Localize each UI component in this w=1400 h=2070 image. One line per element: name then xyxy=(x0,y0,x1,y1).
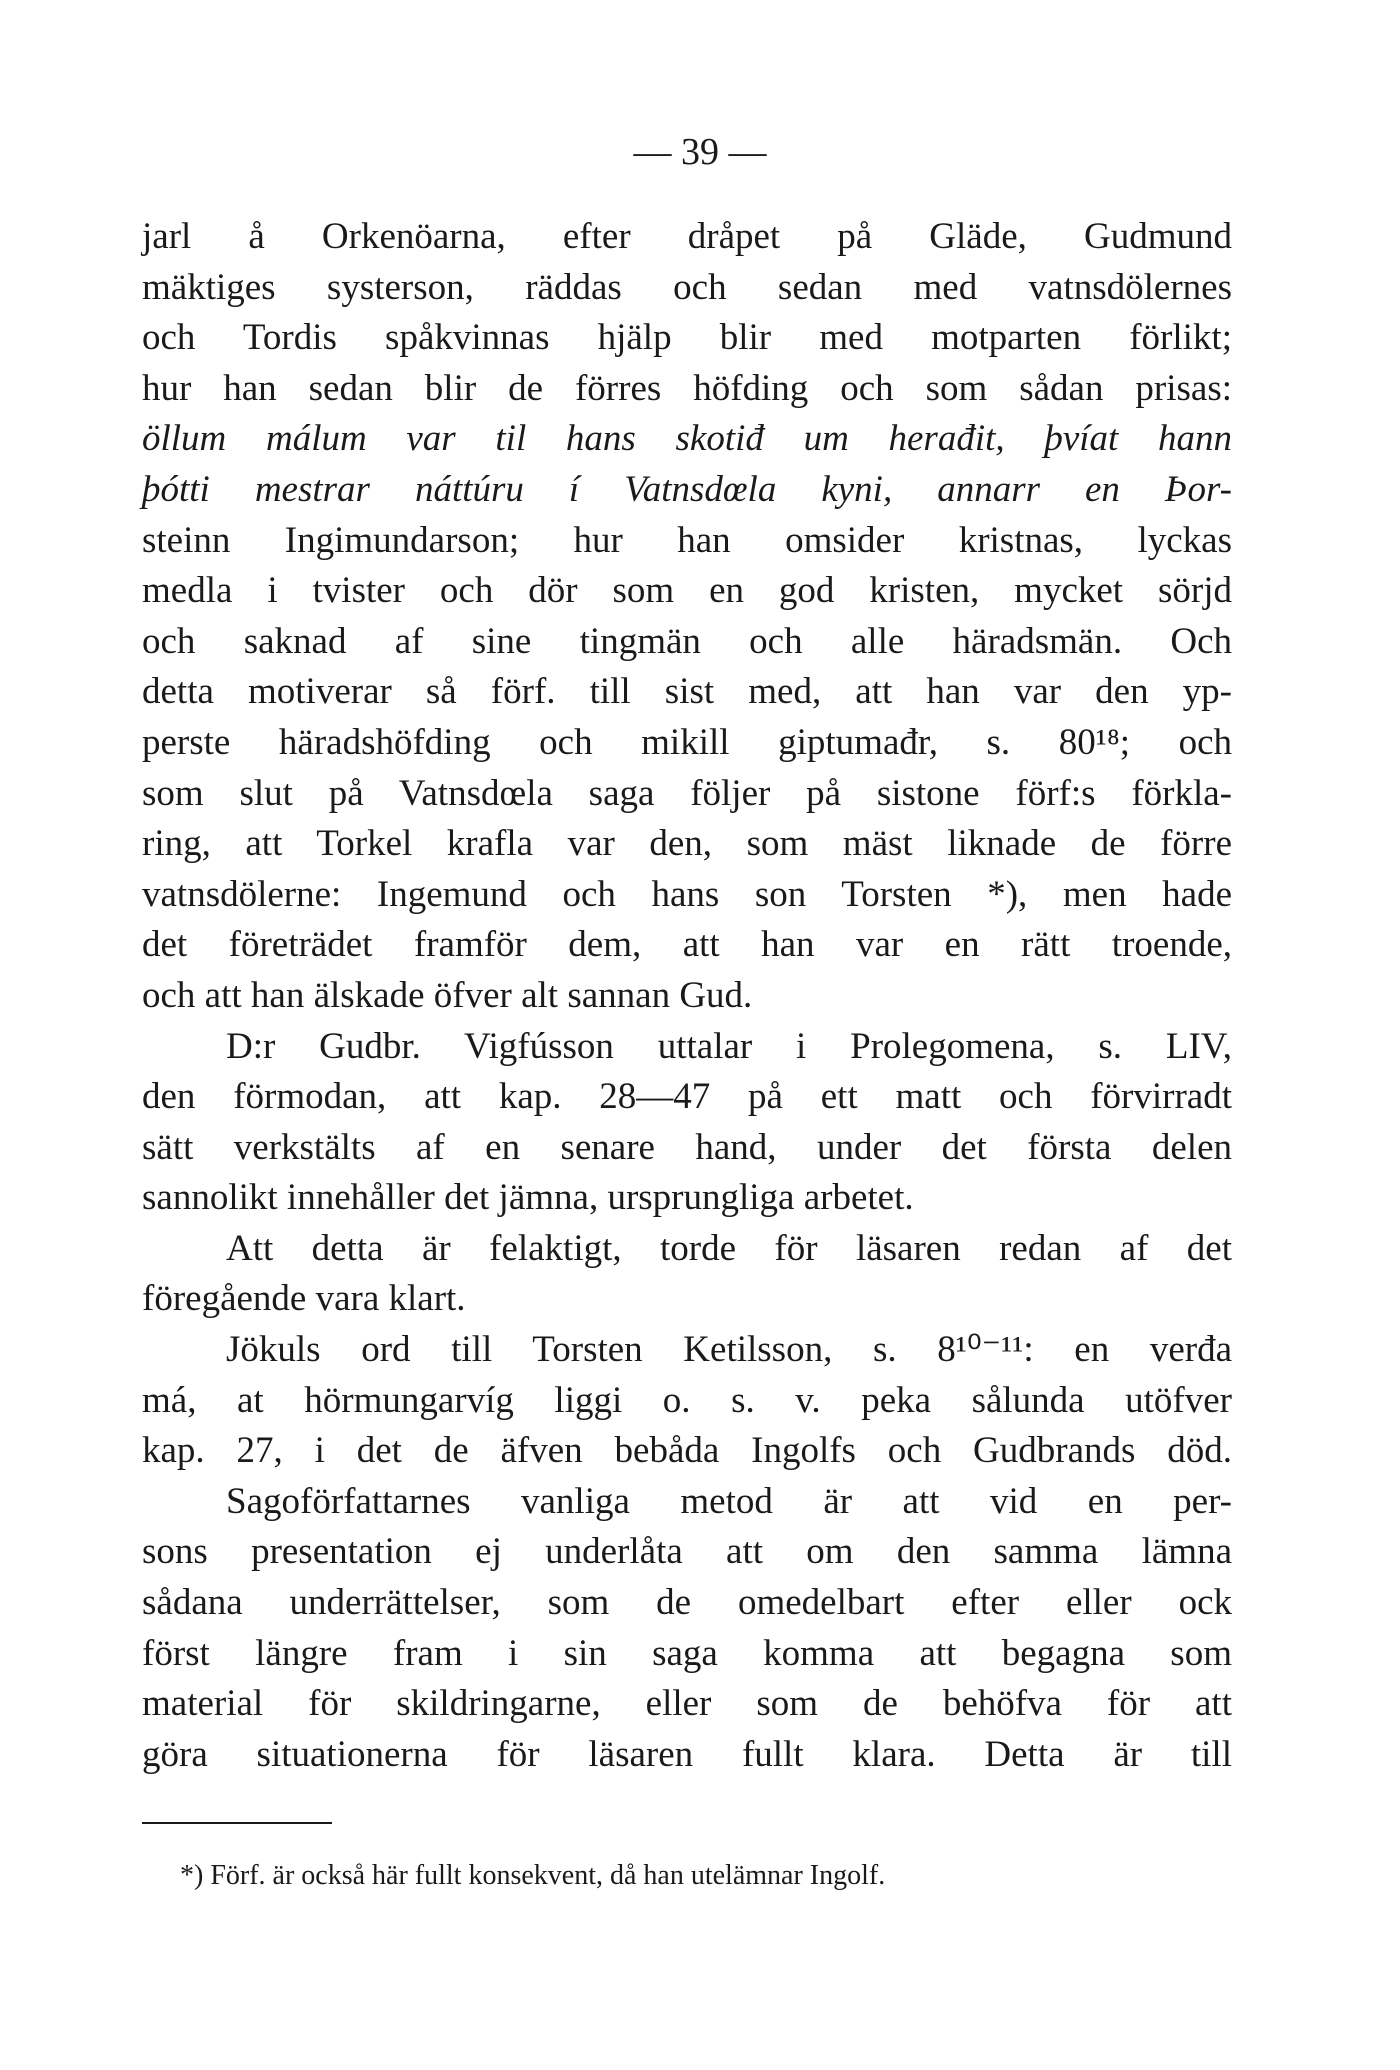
text-line: sätt verkstälts af en senare hand, under det första delen xyxy=(142,1126,1232,1168)
text-line: öllum málum var til hans skotiđ um herađit, þvíat hann xyxy=(142,418,1232,460)
text-line: þótti mestrar náttúru í Vatnsdœla kyni, annarr en Þor- xyxy=(142,468,1232,510)
text-line: kap. 27, i det de äfven bebåda Ingolfs och Gudbrands död. xyxy=(142,1430,1232,1472)
text-line: material för skildringarne, eller som de behöfva för att xyxy=(142,1683,1232,1725)
text-line: Sagoförfattarnes vanliga metod är att vid en per- xyxy=(226,1480,1232,1522)
text-line: och saknad af sine tingmän och alle häradsmän. Och xyxy=(142,620,1232,662)
body-text xyxy=(142,212,1232,1780)
text-line: perste häradshöfding och mikill giptumađr, s. 80¹⁸; och xyxy=(142,721,1232,763)
footnote: *) Förf. är också här fullt konsekvent, då han utelämnar Ingolf. xyxy=(180,1860,886,1891)
text-line: jarl å Orkenöarna, efter dråpet på Gläde, Gudmund xyxy=(142,216,1232,257)
text-line: medla i tvister och dör som en god kristen, mycket sörjd xyxy=(142,570,1232,612)
text-line: sannolikt innehåller det jämna, ursprungliga arbetet. xyxy=(142,1177,914,1219)
footnote-divider xyxy=(142,1822,332,1824)
text-line: som slut på Vatnsdœla saga följer på sistone förf:s förkla- xyxy=(142,772,1232,814)
page-number: — 39 — xyxy=(633,131,767,173)
text-line: det företrädet framför dem, att han var en rätt troende, xyxy=(142,924,1232,966)
text-line: den förmodan, att kap. 28—47 på ett matt och förvirradt xyxy=(142,1076,1232,1118)
text-line: detta motiverar så förf. till sist med, att han var den yp- xyxy=(142,671,1232,713)
text-line: göra situationerna för läsaren fullt klara. Detta är till xyxy=(142,1733,1232,1775)
text-line: och att han älskade öfver alt sannan Gud. xyxy=(142,974,753,1016)
text-line: ring, att Torkel krafla var den, som mäst liknade de förre xyxy=(142,823,1232,865)
text-line: och Tordis spåkvinnas hjälp blir med motparten förlikt; xyxy=(142,317,1232,359)
text-line: vatnsdölerne: Ingemund och hans son Torsten *), men hade xyxy=(142,873,1232,915)
text-line: föregående vara klart. xyxy=(142,1278,466,1320)
text-line: Att detta är felaktigt, torde för läsaren redan af det xyxy=(226,1227,1232,1269)
text-line: sons presentation ej underlåta att om den samma lämna xyxy=(142,1531,1232,1573)
text-line: mäktiges systerson, räddas och sedan med vatnsdölernes xyxy=(142,266,1232,308)
text-line: steinn Ingimundarson; hur han omsider kristnas, lyckas xyxy=(142,519,1232,561)
text-line: sådana underrättelser, som de omedelbart efter eller ock xyxy=(142,1582,1232,1624)
text-line: först längre fram i sin saga komma att begagna som xyxy=(142,1632,1232,1674)
text-line: má, at hörmungarvíg liggi o. s. v. peka sålunda utöfver xyxy=(142,1379,1232,1421)
text-line: Jökuls ord till Torsten Ketilsson, s. 8¹⁰⁻¹¹: en verđa xyxy=(226,1329,1232,1371)
text-line: D:r Gudbr. Vigfússon uttalar i Prolegomena, s. LIV, xyxy=(226,1025,1232,1067)
text-line: hur han sedan blir de förres höfding och som sådan prisas: xyxy=(142,367,1232,409)
